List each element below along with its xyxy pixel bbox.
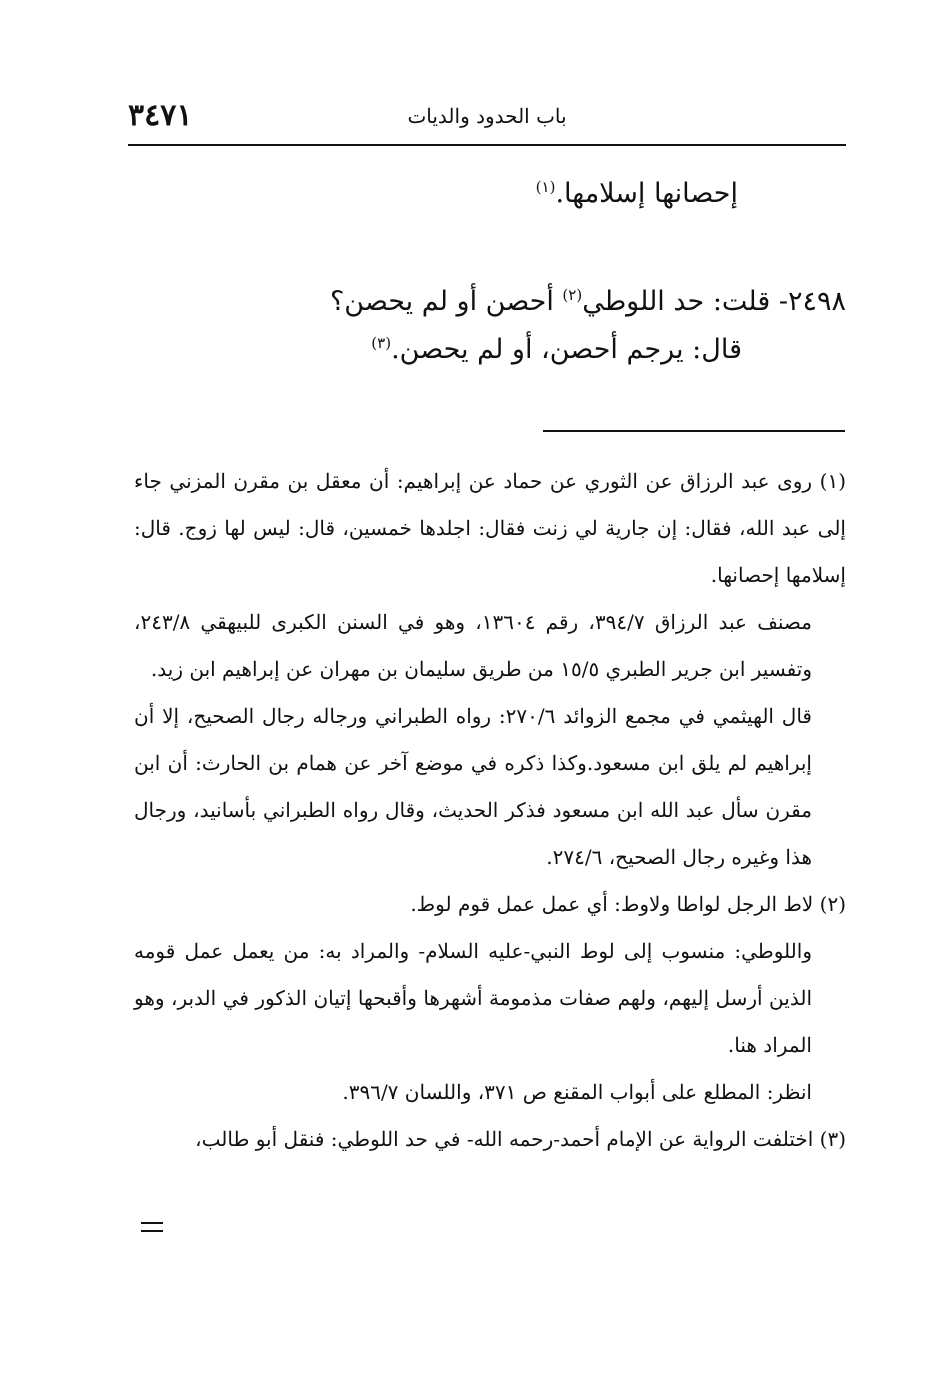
footnote-1: (١) روى عبد الرزاق عن الثوري عن حماد عن إبراهيم: أن معقل بن مقرن المزني جاء إلى عبد الله، فقال: إن جارية لي زنت فقال: اجلدها خمسين، قال: ليس لها زوج. قال: إسلامها إحصانها. bbox=[134, 469, 846, 587]
running-title: باب الحدود والديات bbox=[407, 104, 567, 128]
footnote-1-note: قال الهيثمي في مجمع الزوائد ٢٧٠/٦: رواه الطبراني ورجاله رجال الصحيح، إلا أن إبراهيم لم يلق ابن مسعود.وكذا ذكره في موضع آخر عن همام بن الحارث: أن ابن مقرن سأل عبد الله ابن مسعود فذكر الحديث، وقال رواه الطبراني بأسانيد، ورجال هذا وغيره رجال الصحيح، ٢٧٤/٦. bbox=[134, 704, 812, 869]
continuation-text: إحصانها إسلامها. bbox=[555, 178, 738, 209]
footnote-2-reference: انظر: المطلع على أبواب المقنع ص ٣٧١، واللسان ٣٩٦/٧. bbox=[342, 1080, 812, 1104]
question-text: ٢٤٩٨- قلت: حد اللوطي bbox=[582, 286, 846, 317]
main-text-line bbox=[128, 170, 738, 218]
page-header bbox=[128, 96, 846, 146]
question-block bbox=[128, 278, 846, 374]
footnote-ref-3: (٣) bbox=[371, 334, 392, 352]
question-line bbox=[128, 278, 846, 326]
footnote-separator bbox=[543, 430, 845, 432]
answer-line bbox=[128, 326, 846, 374]
footnote-2: (٢) لاط الرجل لواطا ولاوط: أي عمل عمل قوم لوط. bbox=[410, 892, 846, 916]
footnote-ref-2: (٢) bbox=[562, 286, 583, 304]
footnote-3: (٣) اختلفت الرواية عن الإمام أحمد-رحمه الله- في حد اللوطي: فنقل أبو طالب، bbox=[195, 1127, 846, 1151]
footnote-2-definition: واللوطي: منسوب إلى لوط النبي-عليه السلام- والمراد به: من يعمل عمل قومه الذين أرسل إليهم، ولهم صفات مذمومة أشهرها وأقبحها إتيان الذكور في الدبر، وهو المراد هنا. bbox=[134, 939, 812, 1057]
question-text-end: أحصن أو لم يحصن؟ bbox=[329, 286, 563, 317]
footnote-ref-1: (١) bbox=[535, 178, 556, 196]
answer-text: قال: يرجم أحصن، أو لم يحصن. bbox=[391, 334, 742, 365]
footnotes bbox=[134, 458, 846, 1163]
footnote-1-source: مصنف عبد الرزاق ٣٩٤/٧، رقم ١٣٦٠٤، وهو في السنن الكبرى للبيهقي ٢٤٣/٨، وتفسير ابن جرير الطبري ١٥/٥ من طريق سليمان بن مهران عن إبراهيم ابن زيد. bbox=[134, 610, 812, 681]
continuation-mark bbox=[141, 1222, 163, 1224]
page-number: ٣٤٧١ bbox=[128, 98, 193, 133]
